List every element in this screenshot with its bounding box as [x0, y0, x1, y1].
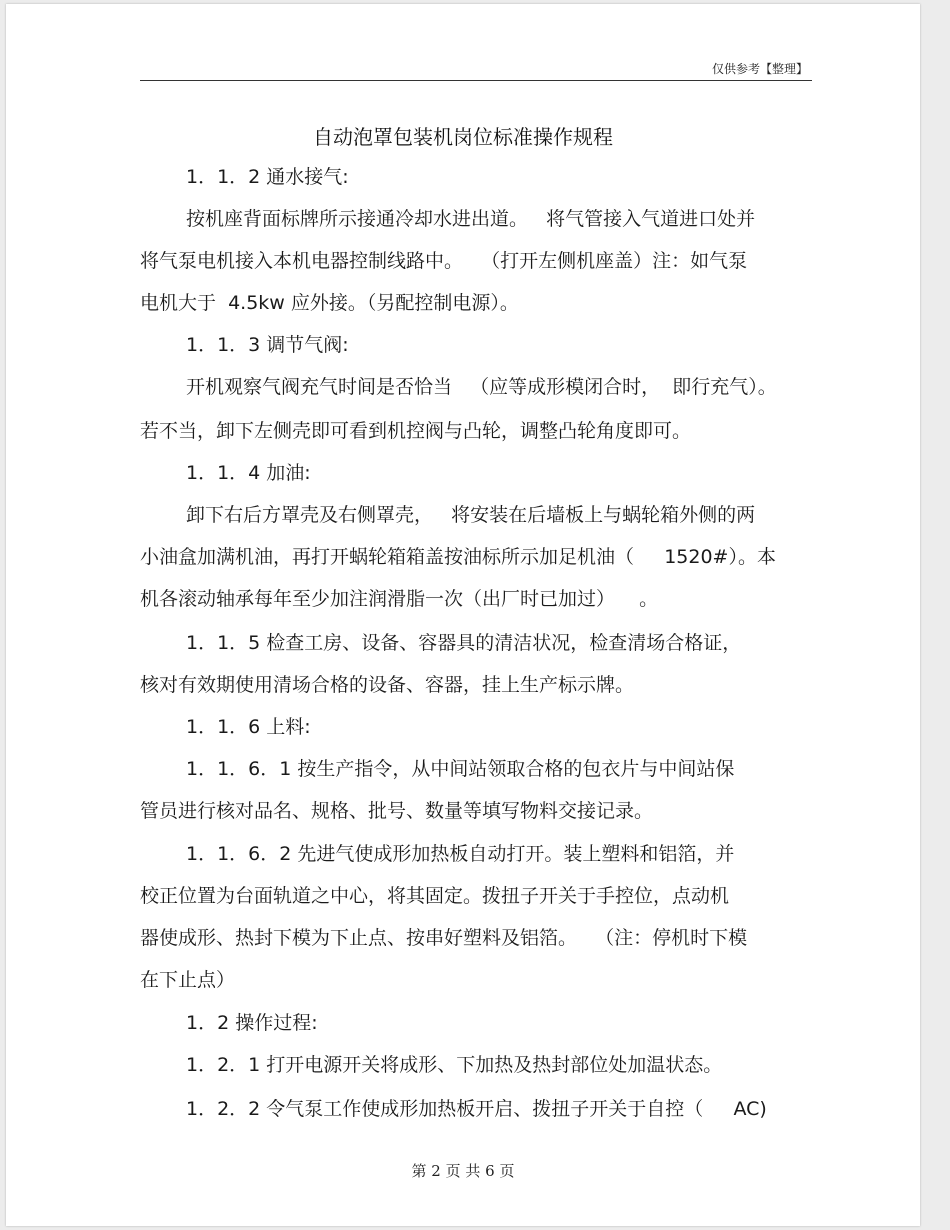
body-line: 电机大于 4.5kw 应外接。（另配控制电源）。 [140, 292, 519, 314]
body-line: 管员进行核对品名、规格、批号、数量等填写物料交接记录。 [140, 800, 654, 822]
body-line: 1．2．1 打开电源开关将成形、下加热及热封部位处加温状态。 [186, 1054, 723, 1076]
body-line: 机各滚动轴承每年至少加注润滑脂一次（出厂时已加过） 。 [140, 588, 659, 610]
body-line: 开机观察气阀充气时间是否恰当 （应等成形模闭合时， 即行充气）。 [186, 376, 777, 398]
body-line: 若不当，卸下左侧壳即可看到机控阀与凸轮，调整凸轮角度即可。 [140, 420, 692, 442]
header-note: 仅供参考【整理】 [711, 62, 808, 76]
body-line: 1．1．6．1 按生产指令，从中间站领取合格的包衣片与中间站保 [186, 758, 735, 780]
document-title: 自动泡罩包装机岗位标准操作规程 [313, 125, 613, 149]
body-line: 在下止点） [140, 969, 236, 991]
page-footer: 第 2 页 共 6 页 [411, 1162, 515, 1180]
body-line: 将气泵电机接入本机电器控制线路中。 （打开左侧机座盖）注：如气泵 [140, 250, 748, 272]
body-line: 器使成形、热封下模为下止点、按串好塑料及铝箔。 （注：停机时下模 [140, 927, 748, 949]
body-line: 校正位置为台面轨道之中心，将其固定。拨扭子开关于手控位，点动机 [140, 885, 730, 907]
body-line: 1．1．3 调节气阀: [186, 334, 349, 356]
body-line: 小油盒加满机油，再打开蜗轮箱箱盖按油标所示加足机油（ 1520#）。本 [140, 546, 776, 568]
body-line: 1．1．2 通水接气: [186, 166, 349, 188]
body-line: 卸下右后方罩壳及右侧罩壳， 将安装在后墙板上与蜗轮箱外侧的两 [186, 504, 756, 526]
header-rule [140, 80, 812, 81]
body-line: 1．2 操作过程: [186, 1012, 318, 1034]
document-page [6, 4, 920, 1226]
body-line: 1．1．5 检查工房、设备、容器具的清洁状况，检查清场合格证， [186, 632, 742, 654]
body-line: 1．1．6．2 先进气使成形加热板自动打开。装上塑料和铝箔，并 [186, 843, 735, 865]
body-line: 1．1．4 加油: [186, 462, 311, 484]
body-line: 1．2．2 令气泵工作使成形加热板开启、拨扭子开关于自控（ AC) [186, 1098, 767, 1120]
body-line: 核对有效期使用清场合格的设备、容器，挂上生产标示牌。 [140, 674, 635, 696]
body-line: 1．1．6 上料: [186, 716, 311, 738]
body-line: 按机座背面标牌所示接通冷却水进出道。 将气管接入气道进口处并 [186, 208, 756, 230]
